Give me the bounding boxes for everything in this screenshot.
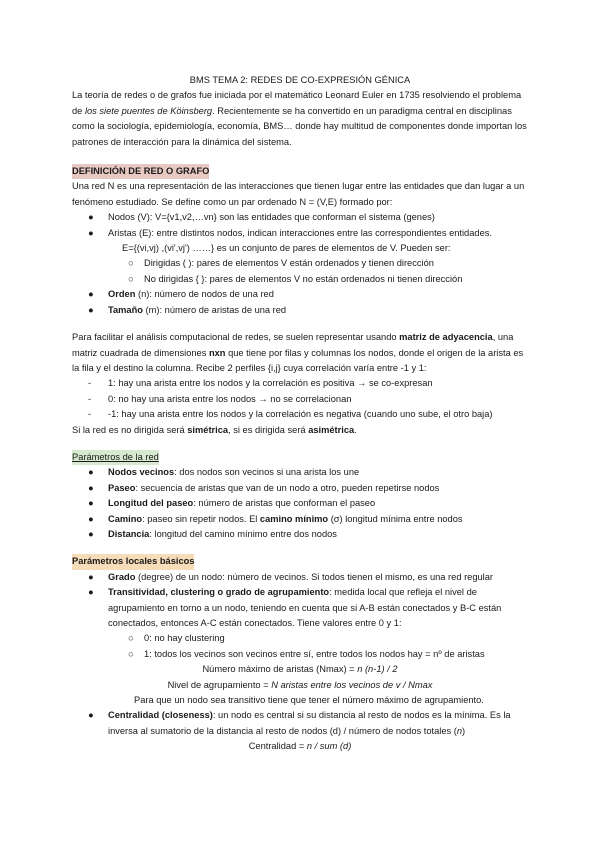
bullet-icon: ● bbox=[88, 304, 94, 315]
list-item-camino: ● Camino: paseo sin repetir nodos. El camino mínimo (σ) longitud mínima entre nodos bbox=[72, 512, 528, 527]
bullet-icon: ● bbox=[88, 467, 94, 478]
dash-item-negative: - -1: hay una arista entre los nodos y la correlación es negativa (cuando uno sube, el otro baja) bbox=[72, 407, 528, 422]
definition-list bbox=[72, 210, 528, 318]
symmetry-paragraph: Si la red es no dirigida será simétrica, si es dirigida será asimétrica. bbox=[72, 424, 357, 435]
document-content bbox=[72, 73, 528, 755]
bullet-icon: ● bbox=[88, 710, 94, 721]
intro-italic: los siete puentes de Köinsberg bbox=[84, 105, 213, 116]
matrix-paragraph: Para facilitar el análisis computacional de redes, se suelen representar usando matriz de adyacencia, una matriz cuadrada de dimensiones nxn que tiene por filas y columnas los nodos, donde el origen de la arista es la fila y el destino la columna. Recibe 2 perfiles {i,j} cuya correlación varía entre -1 y 1: bbox=[72, 332, 524, 373]
circle-bullet-icon: ○ bbox=[128, 648, 134, 659]
list-item-nodos: ● Nodos (V): V={v1,v2,…vn} son las entidades que conforman el sistema (genes) bbox=[72, 210, 528, 225]
bullet-icon: ● bbox=[88, 571, 94, 582]
bullet-icon: ● bbox=[88, 289, 94, 300]
document-title: BMS TEMA 2: REDES DE CO-EXPRESIÓN GÉNICA bbox=[189, 75, 411, 85]
list-item-paseo: ● Paseo: secuencia de aristas que van de un nodo a otro, pueden repetirse nodos bbox=[72, 481, 528, 496]
list-item-dirigidas: ○ Dirigidas ( ): pares de elementos V están ordenados y tienen dirección bbox=[72, 256, 528, 271]
list-item-longitud-paseo: ● Longitud del paseo: número de aristas que conforman el paseo bbox=[72, 496, 528, 511]
network-params-list bbox=[72, 465, 528, 542]
section-heading-definicion: DEFINICIÓN DE RED O GRAFO bbox=[72, 164, 209, 179]
dash-item-zero: - 0: no hay una arista entre los nodos → no se correlacionan bbox=[72, 392, 528, 407]
dash-icon: - bbox=[88, 393, 92, 404]
circle-bullet-icon: ○ bbox=[128, 258, 134, 269]
dash-icon: - bbox=[88, 378, 92, 389]
local-params-list bbox=[72, 570, 528, 755]
transitivity-note: Para que un nodo sea transitivo tiene que tener el número máximo de agrupamiento. bbox=[134, 695, 484, 706]
dash-icon: - bbox=[88, 409, 92, 420]
list-item-orden: ● Orden (n): número de nodos de una red bbox=[72, 287, 528, 302]
list-item-nodos-vecinos: ● Nodos vecinos: dos nodos son vecinos si una arista los une bbox=[72, 465, 528, 480]
definition-paragraph: Una red N es una representación de las interacciones que tienen lugar entre las entidades que dan lugar a un fenómeno estudiado. Se define como un par ordenado N = (V,E) formado por: bbox=[72, 181, 525, 207]
list-item-clustering-0: ○ 0: no hay clustering bbox=[72, 631, 528, 646]
bullet-icon: ● bbox=[88, 513, 94, 524]
section-heading-parametros-red: Parámetros de la red bbox=[72, 450, 159, 465]
circle-bullet-icon: ○ bbox=[128, 633, 134, 644]
bullet-icon: ● bbox=[88, 212, 94, 223]
formula-agrupamiento: Nivel de agrupamiento = N aristas entre los vecinos de v / Nmax bbox=[167, 679, 433, 690]
formula-centralidad: Centralidad = n / sum (d) bbox=[248, 741, 352, 752]
bullet-icon: ● bbox=[88, 498, 94, 509]
aristas-continuation: E={(vi,vj) ,(vi',vj') ……} es un conjunto de pares de elementos de V. Pueden ser: bbox=[122, 243, 451, 254]
list-item-aristas: ● Aristas (E): entre distintos nodos, indican interacciones entre las correspondientes entidades. bbox=[72, 226, 528, 241]
bullet-icon: ● bbox=[88, 528, 94, 539]
bullet-icon: ● bbox=[88, 587, 94, 598]
intro-text-1: La teoría de redes o de grafos fue iniciada por el matemático Leonard Euler en 1735 resolviendo el problema de bbox=[72, 90, 522, 116]
list-item-distancia: ● Distancia: longitud del camino mínimo entre dos nodos bbox=[72, 527, 528, 542]
formula-nmax: Número máximo de aristas (Nmax) = n (n-1) / 2 bbox=[202, 664, 398, 675]
list-item-tamano: ● Tamaño (m): número de aristas de una red bbox=[72, 303, 528, 318]
list-item-grado: ● Grado (degree) de un nodo: número de vecinos. Si todos tienen el mismo, es una red regular bbox=[72, 570, 528, 585]
list-item-no-dirigidas: ○ No dirigidas { }: pares de elementos V no están ordenados ni tienen dirección bbox=[72, 272, 528, 287]
circle-bullet-icon: ○ bbox=[128, 273, 134, 284]
correlation-list bbox=[72, 376, 528, 422]
bullet-icon: ● bbox=[88, 482, 94, 493]
list-item-centralidad: ● Centralidad (closeness): un nodo es central si su distancia al resto de nodos es la mínima. Es la inversa al sumatorio de la distancia al resto de nodos (d) / número de nodos totales (n) bbox=[88, 710, 511, 736]
intro-paragraph bbox=[72, 88, 528, 150]
list-item-transitividad: ● Transitividad, clustering o grado de agrupamiento: medida local que refleja el nivel de agrupamiento en torno a un nodo, teniendo en cuenta que si A-B están conectados y B-C están conectados, entonces A-C están conectados. Tiene valores entre 0 y 1: bbox=[88, 587, 502, 628]
intro-text-2: . Recientemente se ha convertido en un paradigma central en disciplinas como la sociología, epidemiología, economía, BMS… donde hay multitud de componentes donde importan los patrones de interacción para la dinámica del sistema. bbox=[72, 105, 527, 147]
list-item-clustering-1: ○ 1: todos los vecinos son vecinos entre sí, entre todos los nodos hay = nº de aristas bbox=[72, 647, 528, 662]
section-heading-parametros-locales: Parámetros locales básicos bbox=[72, 554, 194, 569]
bullet-icon: ● bbox=[88, 227, 94, 238]
dash-item-positive: - 1: hay una arista entre los nodos y la correlación es positiva → se co-expresan bbox=[72, 376, 528, 391]
